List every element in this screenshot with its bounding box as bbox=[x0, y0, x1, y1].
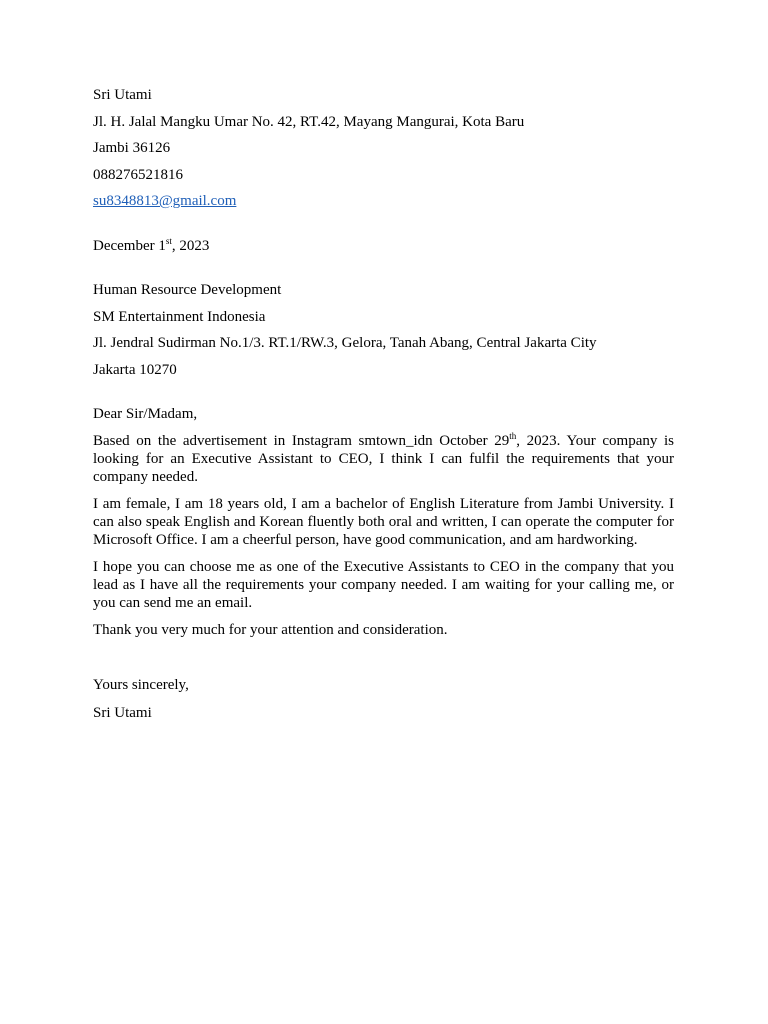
recipient-address-line1: Jl. Jendral Sudirman No.1/3. RT.1/RW.3, Gelora, Tanah Abang, Central Jakarta City bbox=[93, 335, 597, 351]
spacer bbox=[93, 263, 674, 281]
closing: Yours sincerely, bbox=[93, 676, 189, 693]
p1-part1: Based on the advertisement in Instagram smtown_idn October 29 bbox=[93, 432, 510, 449]
p1-part2: , 2023. Your company is looking for an Executive Assistant to CEO, I think I can fulfil the requirements that your company needed. bbox=[93, 432, 674, 485]
sender-email-link[interactable]: su8348813@gmail.com bbox=[93, 193, 237, 209]
date-suffix: st bbox=[165, 235, 172, 246]
spacer bbox=[93, 648, 674, 676]
recipient-company: SM Entertainment Indonesia bbox=[93, 308, 266, 325]
sender-name: Sri Utami bbox=[93, 87, 152, 103]
letter-date bbox=[93, 237, 674, 255]
letter-content bbox=[93, 86, 674, 730]
spacer bbox=[93, 219, 674, 237]
sender-address-line2: Jambi 36126 bbox=[93, 140, 171, 156]
salutation: Dear Sir/Madam, bbox=[93, 406, 198, 422]
p1-suffix: th bbox=[509, 430, 517, 441]
signature-name: Sri Utami bbox=[93, 704, 152, 721]
body-paragraph-1 bbox=[93, 432, 674, 486]
date-year: , 2023 bbox=[171, 237, 210, 254]
body-paragraph-3: I hope you can choose me as one of the Executive Assistants to CEO in the company that you lead as I have all the requirements your company needed. I am waiting for your calling me, or you can send me an email. bbox=[93, 558, 674, 611]
body-paragraph-4: Thank you very much for your attention and consideration. bbox=[93, 621, 448, 638]
sender-phone: 088276521816 bbox=[93, 166, 183, 183]
date-month-day: December 1 bbox=[93, 237, 166, 254]
recipient-address-line2: Jakarta 10270 bbox=[93, 361, 177, 378]
spacer bbox=[93, 387, 674, 405]
sender-address-line1: Jl. H. Jalal Mangku Umar No. 42, RT.42, Mayang Mangurai, Kota Baru bbox=[93, 113, 525, 130]
sender-email-line bbox=[93, 192, 674, 210]
body-paragraph-2: I am female, I am 18 years old, I am a bachelor of English Literature from Jambi University. I can also speak English and Korean fluently both oral and written, I can operate the computer for Microsoft Office. I am a cheerful person, have good communication, and am hardworking. bbox=[93, 495, 674, 548]
recipient-department: Human Resource Development bbox=[93, 282, 282, 298]
